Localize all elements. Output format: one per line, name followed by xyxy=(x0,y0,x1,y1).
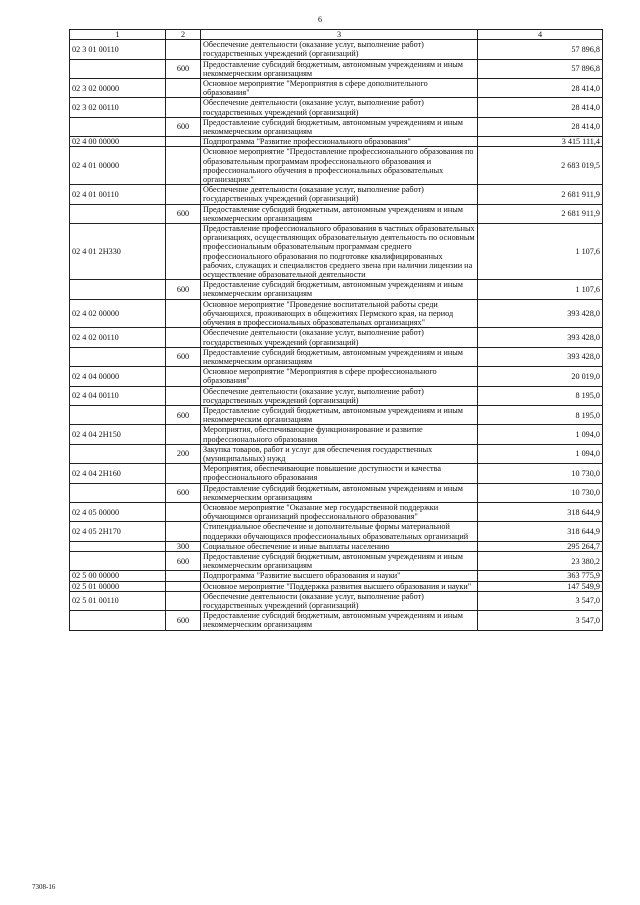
table-body xyxy=(70,40,603,630)
row-amount-cell: 3 547,0 xyxy=(478,591,603,610)
table-row xyxy=(70,347,603,366)
row-type-cell: 600 xyxy=(166,551,201,570)
table-row xyxy=(70,117,603,136)
column-header-code: 1 xyxy=(70,30,166,40)
table-row xyxy=(70,280,603,299)
row-amount-cell: 10 730,0 xyxy=(478,483,603,502)
row-name-cell: Предоставление субсидий бюджетным, автономным учреждениям и иным некоммерческим организациям xyxy=(201,117,478,136)
row-type-cell xyxy=(166,367,201,386)
row-name-cell: Предоставление субсидий бюджетным, автономным учреждениям и иным некоммерческим организациям xyxy=(201,204,478,223)
row-name-cell: Основное мероприятие "Предоставление профессионального образования по образовательным программам профессионального образования и профессионального обучения в профессиональных образовательных организациях" xyxy=(201,147,478,185)
table-row xyxy=(70,483,603,502)
table-row xyxy=(70,581,603,591)
table-row xyxy=(70,204,603,223)
document-code: 7308-16 xyxy=(32,883,56,891)
row-name-cell: Социальное обеспечение и иные выплаты населению xyxy=(201,541,478,551)
row-type-cell: 600 xyxy=(166,204,201,223)
row-type-cell: 300 xyxy=(166,541,201,551)
row-type-cell: 600 xyxy=(166,280,201,299)
row-name-cell: Подпрограмма "Развитие профессионального образования" xyxy=(201,137,478,147)
page-number: 6 xyxy=(318,15,322,24)
row-code-cell xyxy=(70,483,166,502)
row-code-cell xyxy=(70,551,166,570)
table-row xyxy=(70,147,603,185)
row-amount-cell: 1 094,0 xyxy=(478,444,603,463)
table-row xyxy=(70,591,603,610)
row-type-cell xyxy=(166,79,201,98)
table-row xyxy=(70,522,603,541)
row-code-cell: 02 4 05 2Н170 xyxy=(70,522,166,541)
row-name-cell: Обеспечение деятельности (оказание услуг, выполнение работ) государственных учреждений (организаций) xyxy=(201,40,478,59)
table-header-row xyxy=(70,30,603,40)
table-row xyxy=(70,185,603,204)
table-row xyxy=(70,386,603,405)
row-code-cell: 02 4 04 00000 xyxy=(70,367,166,386)
row-code-cell: 02 4 04 00110 xyxy=(70,386,166,405)
table-row xyxy=(70,405,603,424)
row-amount-cell: 318 644,9 xyxy=(478,522,603,541)
row-amount-cell: 1 107,6 xyxy=(478,224,603,280)
row-type-cell xyxy=(166,425,201,444)
column-header-amount: 4 xyxy=(478,30,603,40)
row-type-cell: 200 xyxy=(166,444,201,463)
row-type-cell: 600 xyxy=(166,117,201,136)
row-code-cell xyxy=(70,204,166,223)
table-row xyxy=(70,79,603,98)
table-row xyxy=(70,224,603,280)
row-name-cell: Основное мероприятие "Мероприятия в сфере профессионального образования" xyxy=(201,367,478,386)
table-row xyxy=(70,98,603,117)
row-type-cell xyxy=(166,591,201,610)
row-name-cell: Предоставление субсидий бюджетным, автономным учреждениям и иным некоммерческим организациям xyxy=(201,280,478,299)
row-code-cell: 02 4 01 00000 xyxy=(70,147,166,185)
table-row xyxy=(70,611,603,630)
row-code-cell xyxy=(70,444,166,463)
row-name-cell: Предоставление субсидий бюджетным, автономным учреждениям и иным некоммерческим организациям xyxy=(201,483,478,502)
row-name-cell: Предоставление субсидий бюджетным, автономным учреждениям и иным некоммерческим организациям xyxy=(201,347,478,366)
row-amount-cell: 28 414,0 xyxy=(478,117,603,136)
row-name-cell: Подпрограмма "Развитие высшего образования и науки" xyxy=(201,571,478,581)
row-type-cell xyxy=(166,328,201,347)
row-amount-cell: 1 107,6 xyxy=(478,280,603,299)
row-code-cell xyxy=(70,117,166,136)
row-type-cell xyxy=(166,40,201,59)
row-type-cell xyxy=(166,571,201,581)
row-name-cell: Стипендиальное обеспечение и дополнительные формы материальной поддержки обучающихся профессиональных образовательных организаций xyxy=(201,522,478,541)
row-name-cell: Предоставление субсидий бюджетным, автономным учреждениям и иным некоммерческим организациям xyxy=(201,405,478,424)
row-name-cell: Мероприятия, обеспечивающие повышение доступности и качества профессионального образования xyxy=(201,464,478,483)
row-type-cell xyxy=(166,386,201,405)
row-amount-cell: 393 428,0 xyxy=(478,347,603,366)
row-amount-cell: 3 547,0 xyxy=(478,611,603,630)
row-code-cell: 02 4 01 2Н330 xyxy=(70,224,166,280)
row-code-cell: 02 3 02 00000 xyxy=(70,79,166,98)
row-type-cell: 600 xyxy=(166,59,201,78)
row-type-cell xyxy=(166,581,201,591)
row-type-cell xyxy=(166,522,201,541)
row-type-cell: 600 xyxy=(166,483,201,502)
row-type-cell xyxy=(166,137,201,147)
row-amount-cell: 3 415 111,4 xyxy=(478,137,603,147)
row-amount-cell: 28 414,0 xyxy=(478,79,603,98)
row-type-cell xyxy=(166,299,201,328)
row-type-cell xyxy=(166,147,201,185)
table-row xyxy=(70,571,603,581)
row-code-cell: 02 4 00 00000 xyxy=(70,137,166,147)
row-amount-cell: 57 896,8 xyxy=(478,40,603,59)
row-name-cell: Основное мероприятие "Мероприятия в сфере дополнительного образования" xyxy=(201,79,478,98)
row-name-cell: Предоставление субсидий бюджетным, автономным учреждениям и иным некоммерческим организациям xyxy=(201,551,478,570)
row-amount-cell: 1 094,0 xyxy=(478,425,603,444)
row-code-cell: 02 4 04 2Н160 xyxy=(70,464,166,483)
row-name-cell: Обеспечение деятельности (оказание услуг, выполнение работ) государственных учреждений (организаций) xyxy=(201,98,478,117)
row-amount-cell: 10 730,0 xyxy=(478,464,603,483)
row-amount-cell: 2 681 911,9 xyxy=(478,185,603,204)
row-amount-cell: 8 195,0 xyxy=(478,386,603,405)
row-amount-cell: 23 380,2 xyxy=(478,551,603,570)
row-name-cell: Предоставление субсидий бюджетным, автономным учреждениям и иным некоммерческим организациям xyxy=(201,611,478,630)
row-amount-cell: 363 775,9 xyxy=(478,571,603,581)
row-type-cell: 600 xyxy=(166,347,201,366)
table-row xyxy=(70,367,603,386)
row-name-cell: Основное мероприятие "Поддержка развития высшего образования и науки" xyxy=(201,581,478,591)
row-code-cell: 02 5 01 00000 xyxy=(70,581,166,591)
row-amount-cell: 20 019,0 xyxy=(478,367,603,386)
row-code-cell: 02 3 02 00110 xyxy=(70,98,166,117)
row-code-cell xyxy=(70,59,166,78)
row-code-cell xyxy=(70,347,166,366)
table-row xyxy=(70,464,603,483)
column-header-name: 3 xyxy=(201,30,478,40)
row-code-cell: 02 4 01 00110 xyxy=(70,185,166,204)
table-row xyxy=(70,551,603,570)
row-amount-cell: 318 644,9 xyxy=(478,502,603,521)
row-code-cell xyxy=(70,405,166,424)
row-amount-cell: 147 549,9 xyxy=(478,581,603,591)
row-amount-cell: 393 428,0 xyxy=(478,299,603,328)
table-row xyxy=(70,59,603,78)
row-code-cell: 02 4 04 2Н150 xyxy=(70,425,166,444)
row-type-cell xyxy=(166,185,201,204)
table-row xyxy=(70,425,603,444)
row-name-cell: Предоставление субсидий бюджетным, автономным учреждениям и иным некоммерческим организациям xyxy=(201,59,478,78)
row-name-cell: Обеспечение деятельности (оказание услуг, выполнение работ) государственных учреждений (организаций) xyxy=(201,386,478,405)
row-name-cell: Закупка товаров, работ и услуг для обеспечения государственных (муниципальных) нужд xyxy=(201,444,478,463)
row-code-cell: 02 4 02 00110 xyxy=(70,328,166,347)
row-code-cell: 02 4 05 00000 xyxy=(70,502,166,521)
row-amount-cell: 393 428,0 xyxy=(478,328,603,347)
row-amount-cell: 295 264,7 xyxy=(478,541,603,551)
row-type-cell xyxy=(166,464,201,483)
table-row xyxy=(70,40,603,59)
table-row xyxy=(70,137,603,147)
row-name-cell: Основное мероприятие "Оказание мер государственной поддержки обучающимся организаций профессионального образования" xyxy=(201,502,478,521)
row-type-cell xyxy=(166,502,201,521)
table-row xyxy=(70,328,603,347)
table-row xyxy=(70,299,603,328)
column-header-type: 2 xyxy=(166,30,201,40)
row-type-cell xyxy=(166,98,201,117)
row-name-cell: Обеспечение деятельности (оказание услуг, выполнение работ) государственных учреждений (организаций) xyxy=(201,591,478,610)
row-code-cell xyxy=(70,611,166,630)
row-amount-cell: 57 896,8 xyxy=(478,59,603,78)
row-amount-cell: 2 681 911,9 xyxy=(478,204,603,223)
row-code-cell xyxy=(70,541,166,551)
table-row xyxy=(70,502,603,521)
row-code-cell: 02 4 02 00000 xyxy=(70,299,166,328)
table-row xyxy=(70,541,603,551)
row-code-cell: 02 3 01 00110 xyxy=(70,40,166,59)
row-type-cell: 600 xyxy=(166,611,201,630)
row-name-cell: Предоставление профессионального образования в частных образовательных организациях, осуществляющих образовательную деятельность по основным профессиональным образовательным программам среднего профессионального образования по подготовке квалифицированных рабочих, служащих и специалистов среднего звена при наличии лицензии на осуществление образовательной деятельности xyxy=(201,224,478,280)
budget-table xyxy=(69,29,603,631)
row-type-cell xyxy=(166,224,201,280)
table-row xyxy=(70,444,603,463)
row-type-cell: 600 xyxy=(166,405,201,424)
row-code-cell: 02 5 00 00000 xyxy=(70,571,166,581)
row-amount-cell: 2 683 019,5 xyxy=(478,147,603,185)
row-name-cell: Обеспечение деятельности (оказание услуг, выполнение работ) государственных учреждений (организаций) xyxy=(201,328,478,347)
row-name-cell: Мероприятия, обеспечивающие функционирование и развитие профессионального образования xyxy=(201,425,478,444)
row-amount-cell: 8 195,0 xyxy=(478,405,603,424)
row-code-cell xyxy=(70,280,166,299)
row-code-cell: 02 5 01 00110 xyxy=(70,591,166,610)
row-name-cell: Основное мероприятие "Проведение воспитательной работы среди обучающихся, проживающих в общежитиях Пермского края, на период обучения в профессиональных образовательных организациях" xyxy=(201,299,478,328)
row-name-cell: Обеспечение деятельности (оказание услуг, выполнение работ) государственных учреждений (организаций) xyxy=(201,185,478,204)
row-amount-cell: 28 414,0 xyxy=(478,98,603,117)
